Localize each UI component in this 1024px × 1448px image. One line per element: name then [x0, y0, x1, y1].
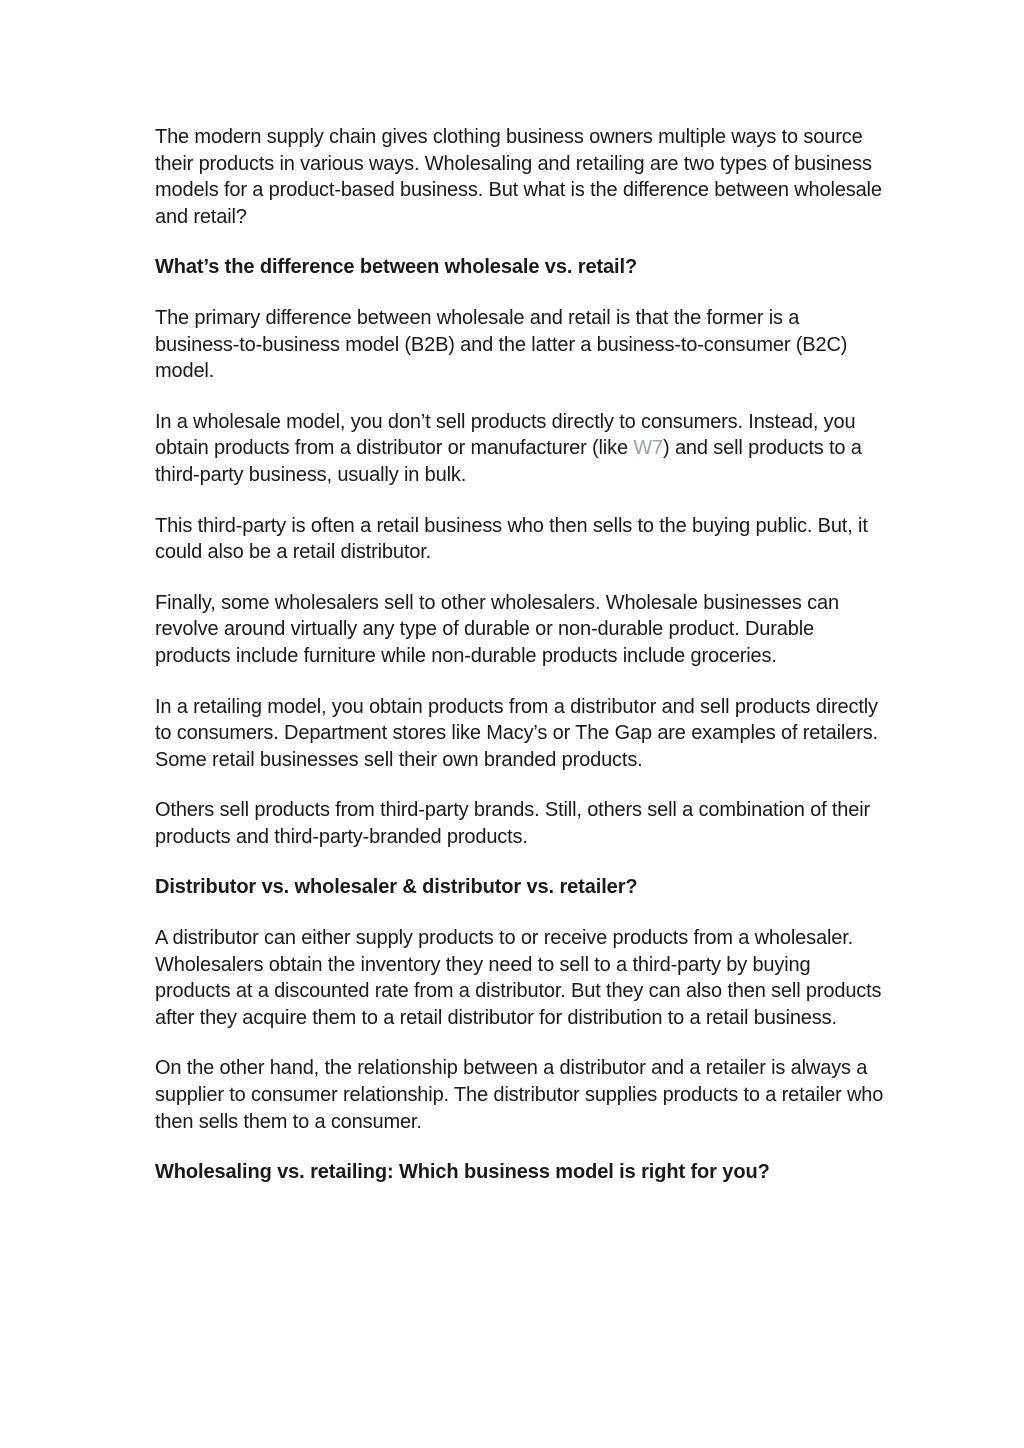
wholesalers-paragraph: Finally, some wholesalers sell to other wholesalers. Wholesale businesses can revolve around virtually any type of durable or non-durable product. Durable products include furniture while non-durable products include groceries.: [155, 591, 839, 667]
third-party-brands-paragraph: Others sell products from third-party brands. Still, others sell a combination of their products and third-party-branded products.: [155, 799, 871, 848]
wholesale-model-text-after: ) and sell products to a third-party business, usually in bulk.: [155, 437, 862, 486]
distributor-wholesaler-paragraph: A distributor can either supply products to or receive products from a wholesaler. Wholesalers obtain the inventory they need to sell to a third-party by buying products at a discounted rate from a distributor. But they can also then sell products after they acquire them to a retail distributor for distribution to a retail business.: [155, 927, 882, 1029]
w7-link[interactable]: W7: [633, 437, 664, 460]
wholesale-model-paragraph: [155, 409, 885, 489]
document-page: [155, 124, 885, 1210]
third-party-paragraph: This third-party is often a retail business who then sells to the buying public. But, it could also be a retail distributor.: [155, 514, 868, 564]
section-heading-distributor: Distributor vs. wholesaler & distributor vs. retailer?: [155, 876, 638, 899]
distributor-retailer-paragraph: On the other hand, the relationship between a distributor and a retailer is always a supplier to consumer relationship. The distributor supplies products to a retailer who then sells them to a consumer.: [155, 1057, 884, 1133]
retailing-model-paragraph: In a retailing model, you obtain products from a distributor and sell products directly to consumers. Department stores like Macy’s or The Gap are examples of retailers. Some retail businesses sell their own branded products.: [155, 695, 878, 771]
intro-paragraph: The modern supply chain gives clothing business owners multiple ways to source their products in various ways. Wholesaling and retailing are two types of business models for a product-based business. But what is the difference between wholesale and retail?: [155, 126, 882, 228]
section-heading-which-model: Wholesaling vs. retailing: Which business model is right for you?: [155, 1161, 770, 1184]
section-heading-difference: What’s the difference between wholesale vs. retail?: [155, 256, 638, 279]
b2b-b2c-paragraph: The primary difference between wholesale and retail is that the former is a business-to-business model (B2B) and the latter a business-to-consumer (B2C) model.: [155, 306, 848, 383]
wholesale-model-text-before: In a wholesale model, you don’t sell products directly to consumers. Instead, you obtain products from a distributor or manufacturer (like: [155, 410, 856, 460]
